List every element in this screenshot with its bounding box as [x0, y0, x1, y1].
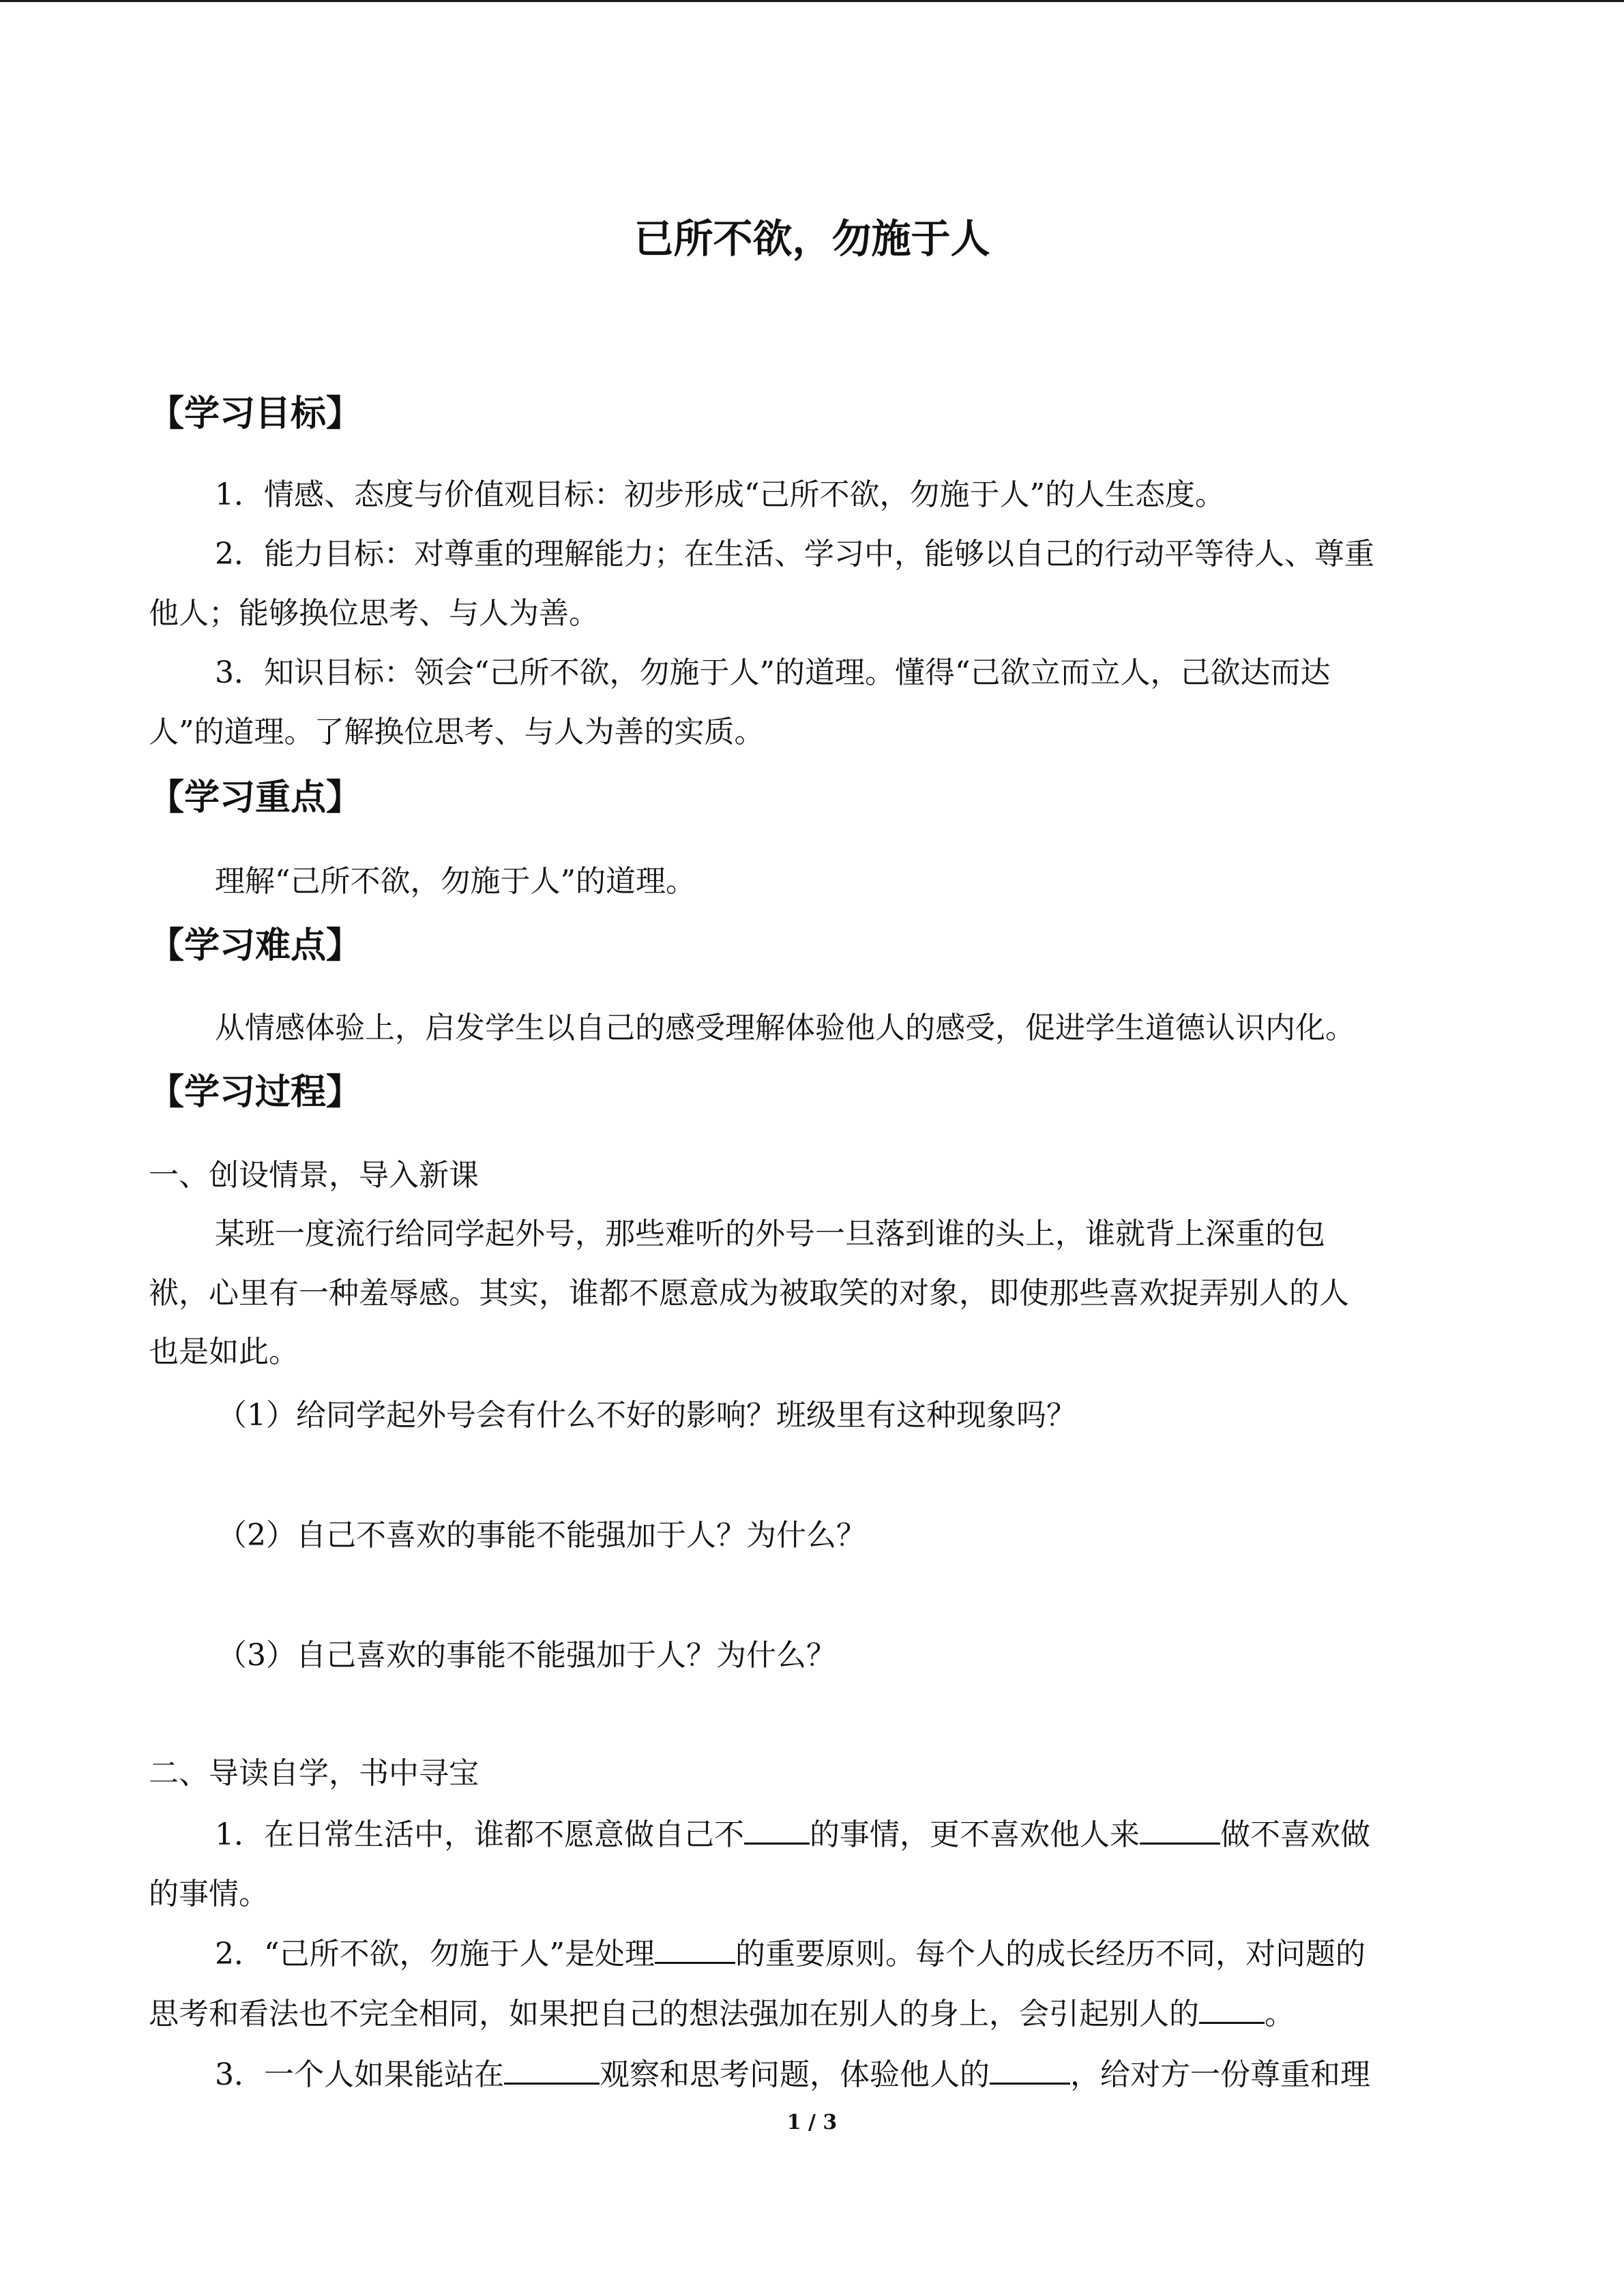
fill-text: 的事情，更不喜欢他人来: [810, 1817, 1140, 1852]
part1-title: 一、创设情景，导入新课: [149, 1158, 479, 1193]
fill-text: ，给对方一份尊重和理: [1070, 2057, 1370, 2092]
fill-item-2-line-2: [149, 1987, 1295, 2042]
page-number: 1 / 3: [786, 2111, 838, 2134]
difficulty-text: 从情感体验上，启发学生以自己的感受理解体验他人的感受，促进学生道德认识内化。: [215, 1011, 1355, 1045]
fill-item-1-line-1: [215, 1808, 1370, 1862]
answer-blank[interactable]: [504, 2053, 600, 2085]
fill-text: 。: [1265, 1997, 1295, 2031]
process-heading: 【学习过程】: [149, 1072, 362, 1113]
answer-blank[interactable]: [990, 2053, 1070, 2085]
fill-text: 思考和看法也不完全相同，如果把自己的想法强加在别人的身上，会引起别人的: [149, 1997, 1199, 2031]
part2-title: 二、导读自学，书中寻宝: [149, 1756, 479, 1791]
fill-text: 3．一个人如果能站在: [215, 2057, 504, 2092]
difficulty-heading: 【学习难点】: [149, 925, 362, 966]
question-2: （2）自己不喜欢的事能不能强加于人？为什么？: [217, 1518, 866, 1553]
answer-blank[interactable]: [1199, 1992, 1265, 2024]
goal-item-3-line-2: 人”的道理。了解换位思考、与人为善的实质。: [149, 715, 765, 749]
goals-heading: 【学习目标】: [149, 393, 362, 434]
goal-item-2-line-1: 2．能力目标：对尊重的理解能力；在生活、学习中，能够以自己的行动平等待人、尊重: [215, 537, 1374, 571]
question-3: （3）自己喜欢的事能不能强加于人？为什么？: [217, 1638, 836, 1673]
fill-item-2-line-1: [215, 1927, 1365, 1982]
answer-blank[interactable]: [655, 1932, 735, 1964]
goal-item-2-line-2: 他人；能够换位思考、与人为善。: [149, 596, 599, 631]
goal-item-1: 1．情感、态度与价值观目标：初步形成“己所不欲，勿施于人”的人生态度。: [215, 477, 1225, 512]
fill-text: 观察和思考问题，体验他人的: [600, 2057, 990, 2092]
part1-para-line-1: 某班一度流行给同学起外号，那些难听的外号一旦落到谁的头上，谁就背上深重的包: [215, 1217, 1325, 1251]
fill-text: 1．在日常生活中，谁都不愿意做自己不: [215, 1817, 744, 1852]
fill-item-3-line-1: [215, 2048, 1370, 2102]
page-title: 已所不欲，勿施于人: [634, 215, 990, 262]
answer-blank[interactable]: [744, 1813, 810, 1845]
question-1: （1）给同学起外号会有什么不好的影响？班级里有这种现象吗？: [217, 1398, 1076, 1433]
fill-text: 2．“己所不欲，勿施于人”是处理: [215, 1937, 655, 1971]
answer-blank[interactable]: [1140, 1813, 1220, 1845]
focus-text: 理解“己所不欲，勿施于人”的道理。: [215, 864, 696, 899]
part1-para-line-2: 袱，心里有一种羞辱感。其实，谁都不愿意成为被取笑的对象，即使那些喜欢捉弄别人的人: [149, 1276, 1349, 1311]
part1-para-line-3: 也是如此。: [149, 1335, 299, 1369]
focus-heading: 【学习重点】: [149, 777, 362, 818]
fill-item-1-line-2: 的事情。: [149, 1877, 269, 1911]
fill-text: 做不喜欢做: [1220, 1817, 1370, 1852]
goal-item-3-line-1: 3．知识目标：领会“己所不欲，勿施于人”的道理。懂得“己欲立而立人，己欲达而达: [215, 655, 1331, 690]
fill-text: 的重要原则。每个人的成长经历不同，对问题的: [735, 1937, 1365, 1971]
